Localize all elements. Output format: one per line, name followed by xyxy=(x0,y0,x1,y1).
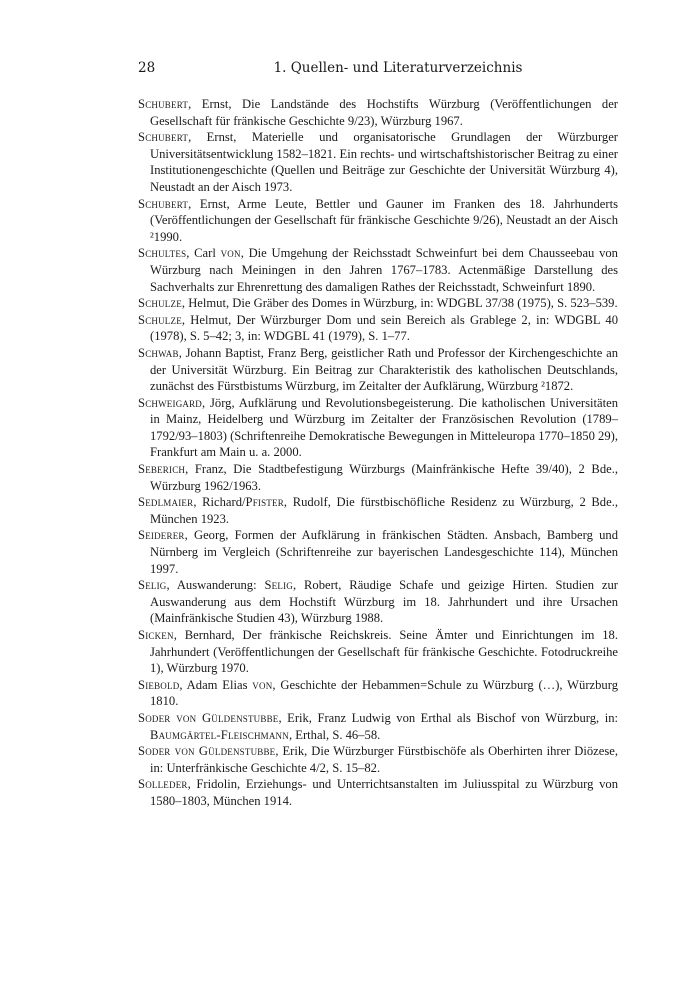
entry-coauthor: Baumgärtel-Fleischmann xyxy=(150,727,289,742)
entry-author: Sedlmaier xyxy=(138,495,194,510)
bibliography-entry xyxy=(138,710,618,743)
entry-text: , Carl xyxy=(186,246,221,261)
entry-author: Soder von Güldenstubbe xyxy=(138,710,279,725)
entry-text: , Franz, Die Stadtbefestigung Würzburgs (Mainfränkische Hefte 39/40), 2 Bde., Würzburg 1962/1963. xyxy=(150,462,618,493)
bibliography-entry xyxy=(138,743,618,776)
name-particle: von xyxy=(252,677,273,692)
entry-text-continued: , Rudolf, Die fürstbischöfliche Residenz zu Würzburg, 2 Bde., München 1923. xyxy=(150,495,618,526)
entry-text: , Jörg, Aufklärung und Revolutionsbegeisterung. Die katholischen Universitäten in Mainz, Heidelberg und Würzburg im Zeitalter der Französischen Revolution (1789–1792/93–1803) (Schriftenreihe Demokratische Bewegungen in Mitteleuropa 1770–1850 29), Frankfurt am Main u. a. 2000. xyxy=(150,395,618,460)
running-title: 1. Quellen- und Literaturverzeichnis xyxy=(273,60,523,76)
entry-text-continued: , Robert, Räudige Schafe und geizige Hirten. Studien zur Auswanderung aus dem Hochstift Würzburg im 18. Jahrhundert und ihre Ursachen (Mainfränkische Studien 43), Würzburg 1988. xyxy=(150,578,618,626)
entry-text: , Erik, Die Würzburger Fürstbischöfe als Oberhirten ihrer Diözese, in: Unterfränkische Geschichte 4/2, S. 15–82. xyxy=(150,744,618,775)
entry-coauthor: Selig xyxy=(264,578,293,593)
bibliography-entry xyxy=(138,527,618,577)
entry-text: , Helmut, Der Würzburger Dom und sein Bereich als Grablege 2, in: WDGBL 40 (1978), S. 5–42; 3, in: WDGBL 41 (1979), S. 1–77. xyxy=(150,312,618,344)
entry-author: Schulze xyxy=(138,296,182,311)
entry-author: Sicken xyxy=(138,628,174,642)
entry-text: , Auswanderung: xyxy=(166,578,265,593)
entry-text: , Fridolin, Erziehungs- und Unterrichtsanstalten im Juliusspital zu Würzburg von 1580–1803, München 1914. xyxy=(150,777,618,808)
bibliography-entry xyxy=(138,461,618,494)
entry-author: Schubert xyxy=(138,130,189,145)
entry-author: Schubert xyxy=(138,97,189,111)
entry-text: , Erik, Franz Ludwig von Erthal als Bischof von Würzburg, in: xyxy=(278,710,618,725)
bibliography-entry xyxy=(138,312,618,345)
entry-author: Selig xyxy=(138,578,167,593)
entry-text: , Adam Elias xyxy=(179,677,253,692)
bibliography-list xyxy=(138,96,618,810)
entry-author: Seiderer xyxy=(138,528,185,543)
bibliography-entry xyxy=(138,577,618,627)
bibliography-entry xyxy=(138,627,618,677)
page-header xyxy=(138,60,618,82)
entry-author: Siebold xyxy=(138,677,180,692)
entry-text: , Johann Baptist, Franz Berg, geistlicher Rath und Professor der Kirchengeschichte an der Universität Würzburg. Ein Beitrag zur Charakteristik des katholischen Deutschlands, zunächst des Fürstbistums Würzburg, im Zeitalter der Aufklärung, Würzburg ²1872. xyxy=(150,345,618,394)
bibliography-entry xyxy=(138,245,618,295)
bibliography-entry xyxy=(138,129,618,195)
entry-author: Seberich xyxy=(138,462,186,477)
bibliography-entry xyxy=(138,395,618,461)
bibliography-entry xyxy=(138,196,618,246)
entry-text-continued: , Geschichte der Hebammen=Schule zu Würzburg (…), Würzburg 1810. xyxy=(150,677,618,709)
name-particle: von xyxy=(220,246,241,261)
entry-author: Schultes xyxy=(138,246,187,261)
entry-text: , Helmut, Die Gräber des Domes in Würzburg, in: WDGBL 37/38 (1975), S. 523–539. xyxy=(181,296,618,311)
page-number: 28 xyxy=(138,60,156,76)
entry-text: , Bernhard, Der fränkische Reichskreis. Seine Ämter und Einrichtungen im 18. Jahrhundert (Veröffentlichungen der Gesellschaft für fränkische Geschichte. Fotodruckreihe 1), Würzburg 1970. xyxy=(150,628,618,676)
bibliography-entry xyxy=(138,494,618,527)
bibliography-entry xyxy=(138,96,618,129)
entry-author: Solleder xyxy=(138,777,188,792)
entry-text-continued: , Die Umgehung der Reichsstadt Schweinfurt bei dem Chausseebau von Würzburg nach Meiningen in den Jahren 1767–1783. Actenmäßige Darstellung des Sachverhalts zur Ehrenrettung des damaligen Rathes der Reichsstadt, Schweinfurt 1890. xyxy=(150,246,618,294)
entry-text-continued: , Erthal, S. 46–58. xyxy=(288,727,381,742)
entry-author: Schwab xyxy=(138,345,179,360)
entry-author: Schulze xyxy=(138,312,182,327)
entry-text: , Ernst, Die Landstände des Hochstifts Würzburg (Veröffentlichungen der Gesellschaft für fränkische Geschichte 9/23), Würzburg 1967. xyxy=(150,97,618,128)
entry-text: , Richard/ xyxy=(193,495,246,510)
bibliography-entry xyxy=(138,295,618,312)
entry-author: Schubert xyxy=(138,196,189,211)
entry-text: , Ernst, Arme Leute, Bettler und Gauner im Franken des 18. Jahrhunderts (Veröffentlichungen der Gesellschaft für fränkische Geschichte 9/26), Neustadt an der Aisch ²1990. xyxy=(150,196,618,244)
entry-text: , Ernst, Materielle und organisatorische Grundlagen der Würzburger Universitätsentwicklung 1582–1821. Ein rechts- und wirtschaftshistorischer Beitrag zu einer Institutionengeschichte (Quellen und Beiträge zur Geschichte der Universität Würzburg 4), Neustadt an der Aisch 1973. xyxy=(150,130,618,194)
bibliography-entry xyxy=(138,776,618,809)
bibliography-entry xyxy=(138,677,618,710)
entry-author: Soder von Güldenstubbe xyxy=(138,744,276,759)
entry-coauthor: Pfister xyxy=(245,495,284,510)
entry-author: Schweigard xyxy=(138,395,202,410)
bibliography-entry xyxy=(138,345,618,395)
entry-text: , Georg, Formen der Aufklärung in fränkischen Städten. Ansbach, Bamberg und Nürnberg im Vergleich (Schriftenreihe zur bayerischen Landesgeschichte 114), München 1997. xyxy=(150,528,618,576)
